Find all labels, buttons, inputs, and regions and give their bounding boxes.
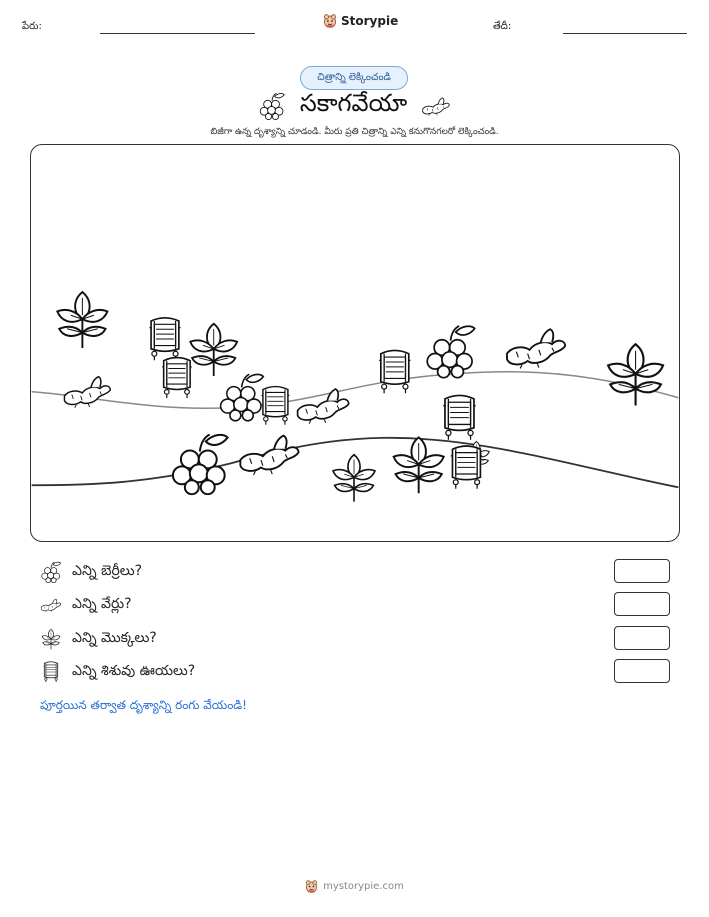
root-icon [40, 594, 62, 616]
cradleboard-icon [162, 358, 192, 398]
instructions: బిజీగా ఉన్న దృశ్యాన్ని చూడండి. మీరు ప్రతి చిత్రాన్ని ఎన్ని కనుగొనగలరో లెక్కించండి. [210, 127, 499, 137]
berry-icon [258, 92, 286, 120]
site-url[interactable]: mystorypie.com [323, 881, 404, 892]
question-roots [40, 592, 670, 618]
activity-badge: చిత్రాన్ని లెక్కించండి [300, 66, 408, 90]
hill-line-back [32, 372, 679, 409]
answer-box-plants[interactable] [614, 626, 670, 650]
answer-box-cradleboards[interactable] [614, 659, 670, 683]
scene-illustration [31, 145, 679, 541]
berry-icon [427, 326, 474, 378]
date-label: తేదీ: [493, 21, 512, 32]
plant-icon [190, 324, 237, 376]
counting-scene [30, 144, 680, 542]
name-label: పేరు: [22, 21, 42, 32]
cradleboard-icon [40, 661, 62, 683]
cradleboard-icon [261, 387, 289, 425]
root-icon [240, 436, 298, 475]
cradleboard-icon [379, 350, 410, 393]
title-row [0, 90, 709, 122]
brand-name: Storypie [341, 14, 399, 28]
root-icon [507, 329, 565, 368]
question-cradleboards [40, 659, 670, 685]
cradleboard-icon [451, 446, 482, 489]
berry-icon [221, 374, 264, 421]
berry-icon [40, 561, 62, 583]
question-text: ఎన్ని వేర్లు? [72, 595, 132, 612]
date-line[interactable] [563, 33, 687, 34]
cradleboard-icon [149, 318, 180, 360]
coloring-note: పూర్తయిన తర్వాత దృశ్యాన్ని రంగు వేయండి! [40, 698, 247, 712]
plant-icon [608, 344, 663, 405]
question-text: ఎన్ని బెర్రీలు? [72, 562, 143, 579]
question-text: ఎన్ని శిశువు ఊయలు? [72, 662, 196, 679]
root-icon [64, 377, 110, 408]
storypie-logo-icon [305, 880, 318, 893]
root-icon [421, 94, 451, 118]
name-line[interactable] [100, 33, 255, 34]
question-plants [40, 626, 670, 652]
cradleboard-icon [443, 395, 475, 439]
footer-brand [0, 880, 709, 893]
plant-icon [57, 292, 107, 348]
answer-box-roots[interactable] [614, 592, 670, 616]
berry-icon [173, 435, 228, 495]
plant-icon [333, 455, 375, 502]
plant-icon [40, 628, 62, 650]
page-title: సకాగవేయా [299, 89, 408, 117]
plant-icon [394, 437, 444, 493]
storypie-logo-icon [323, 14, 337, 28]
brand [323, 14, 398, 28]
question-text: ఎన్ని మొక్కలు? [72, 629, 157, 646]
answer-box-berries[interactable] [614, 559, 670, 583]
question-berries [40, 559, 670, 585]
